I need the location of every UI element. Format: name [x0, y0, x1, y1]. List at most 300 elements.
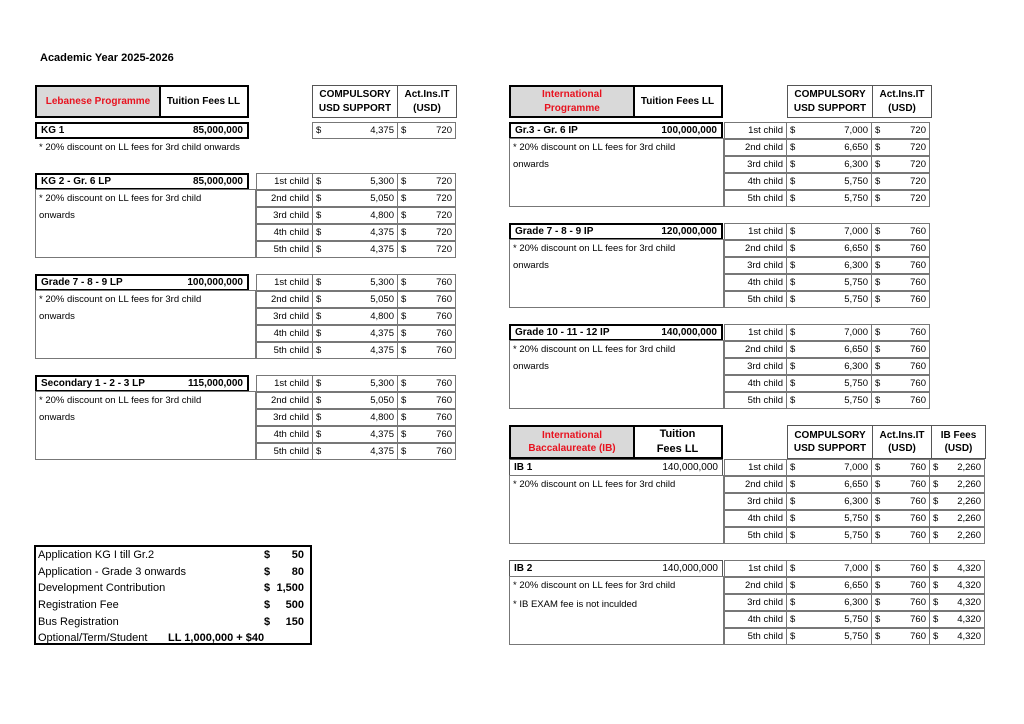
child-row — [725, 157, 930, 174]
child-label: 3rd child — [747, 361, 783, 372]
leb-group-1-note1: * 20% discount on LL fees for 3rd child — [39, 294, 202, 305]
dollar-sign: $ — [790, 327, 796, 338]
amount-value: 4,320 — [957, 580, 981, 591]
ib1-group-grade-row — [509, 459, 723, 476]
dollar-sign: $ — [875, 125, 881, 136]
amount-value: 2,260 — [957, 496, 981, 507]
int-group-0-note2: onwards — [513, 159, 549, 170]
dollar-sign: $ — [316, 412, 322, 423]
amount-value: 4,800 — [370, 412, 394, 423]
amount-value: 5,300 — [370, 176, 394, 187]
dollar-sign: $ — [875, 277, 881, 288]
amount-value: 6,300 — [844, 496, 868, 507]
amount-value: 760 — [910, 597, 926, 608]
leb-group-2-grade-row — [35, 375, 249, 392]
child-row — [257, 292, 456, 309]
additional-fees-summary — [34, 545, 312, 645]
amount-value: 6,650 — [844, 344, 868, 355]
leb-group-1-name: Grade 7 - 8 - 9 LP — [41, 277, 123, 288]
dollar-sign: $ — [875, 631, 881, 642]
dollar-sign: $ — [316, 328, 322, 339]
dollar-sign: $ — [401, 294, 407, 305]
int-group-0-fee: 100,000,000 — [661, 125, 717, 136]
dollar-sign: $ — [316, 176, 322, 187]
dollar-sign: $ — [316, 193, 322, 204]
lebanese-programme-header — [35, 85, 161, 118]
amount-value: 760 — [436, 294, 452, 305]
dollar-sign: $ — [316, 378, 322, 389]
child-label: 4th child — [747, 614, 783, 625]
dollar-sign: $ — [401, 429, 407, 440]
child-row — [725, 140, 930, 157]
int-group-2-fee: 140,000,000 — [661, 327, 717, 338]
ib2-group-fee: 140,000,000 — [662, 563, 718, 574]
summary-label: Application KG I till Gr.2 — [38, 549, 155, 562]
summary-amount: 50 — [291, 549, 304, 562]
child-label: 3rd child — [747, 260, 783, 271]
dollar-sign: $ — [790, 614, 796, 625]
amount-value: 760 — [910, 378, 926, 389]
international-act-header: Act.Ins.IT (USD) — [872, 85, 932, 118]
dollar-sign: $ — [875, 496, 881, 507]
optional-label: Optional/Term/Student — [38, 632, 148, 645]
dollar-sign: $ — [875, 243, 881, 254]
child-label: 4th child — [747, 176, 783, 187]
amount-value: 5,750 — [844, 378, 868, 389]
amount-value: 2,260 — [957, 513, 981, 524]
kg1-fee: 85,000,000 — [192, 125, 243, 136]
child-label: 1st child — [748, 327, 783, 338]
lebanese-act-header: Act.Ins.IT (USD) — [397, 85, 457, 118]
summary-row — [38, 597, 308, 614]
dollar-sign: $ — [790, 226, 796, 237]
amount-value: 720 — [436, 244, 452, 255]
summary-row — [38, 580, 308, 597]
leb-group-1-note2: onwards — [39, 311, 75, 322]
dollar-sign: $ — [875, 513, 881, 524]
child-label: 3rd child — [273, 311, 309, 322]
dollar-sign: $ — [401, 446, 407, 457]
dollar-sign: $ — [790, 260, 796, 271]
amount-value: 760 — [910, 563, 926, 574]
ib2-group-grade-row — [509, 560, 723, 577]
child-label: 2nd child — [744, 243, 783, 254]
dollar-sign: $ — [316, 395, 322, 406]
amount-value: 760 — [910, 479, 926, 490]
amount-value: 6,300 — [844, 159, 868, 170]
child-row — [725, 224, 930, 241]
amount-value: 760 — [910, 361, 926, 372]
child-row — [725, 174, 930, 191]
dollar-sign: $ — [790, 580, 796, 591]
dollar-sign: $ — [875, 614, 881, 625]
amount-value: 5,300 — [370, 277, 394, 288]
int-group-0-grade-row — [509, 122, 723, 139]
dollar-sign: $ — [933, 496, 939, 507]
leb-group-0-note1: * 20% discount on LL fees for 3rd child — [39, 193, 202, 204]
child-label: 1st child — [748, 226, 783, 237]
ib2-group-name: IB 2 — [514, 563, 533, 574]
amount-value: 760 — [910, 344, 926, 355]
dollar-sign: $ — [790, 176, 796, 187]
dollar-sign: $ — [875, 344, 881, 355]
summary-amount: 150 — [285, 615, 304, 628]
dollar-sign: $ — [790, 159, 796, 170]
child-row — [725, 460, 985, 477]
dollar-sign: $ — [933, 479, 939, 490]
dollar-sign: $ — [875, 361, 881, 372]
amount-value: 760 — [910, 395, 926, 406]
child-label: 4th child — [273, 227, 309, 238]
child-row — [725, 528, 985, 545]
dollar-sign: $ — [790, 513, 796, 524]
ib1-group-fee: 140,000,000 — [662, 462, 718, 473]
amount-value: 720 — [910, 159, 926, 170]
child-row — [725, 275, 930, 292]
child-label: 1st child — [748, 563, 783, 574]
int-group-0-name: Gr.3 - Gr. 6 IP — [515, 125, 578, 136]
kg1-grade-row — [35, 122, 249, 139]
ib-act-header: Act.Ins.IT (USD) — [872, 425, 932, 459]
amount-value: 2,260 — [957, 462, 981, 473]
amount-value: 760 — [436, 311, 452, 322]
dollar-sign: $ — [790, 395, 796, 406]
dollar-sign: $ — [790, 243, 796, 254]
child-label: 5th child — [747, 294, 783, 305]
amount-value: 4,800 — [370, 311, 394, 322]
dollar-sign: $ — [401, 244, 407, 255]
child-row — [725, 511, 985, 528]
amount-value: 5,750 — [844, 193, 868, 204]
child-row — [725, 629, 985, 646]
amount-value: 5,750 — [844, 631, 868, 642]
int-group-2-name: Grade 10 - 11 - 12 IP — [515, 327, 610, 338]
amount-value: 5,300 — [370, 378, 394, 389]
optional-amount: LL 1,000,000 + $40 — [168, 632, 265, 645]
child-row — [725, 258, 930, 275]
amount-value: 5,750 — [844, 176, 868, 187]
amount-value: 760 — [910, 327, 926, 338]
amount-value: 5,750 — [844, 294, 868, 305]
amount-value: 760 — [910, 294, 926, 305]
child-row — [725, 477, 985, 494]
amount-value: 760 — [910, 580, 926, 591]
dollar-sign: $ — [316, 210, 322, 221]
amount-value: 6,650 — [844, 479, 868, 490]
dollar-sign: $ — [933, 513, 939, 524]
amount-value: 760 — [910, 462, 926, 473]
kg1-name: KG 1 — [41, 125, 65, 136]
dollar-sign: $ — [401, 395, 407, 406]
amount-value: 2,260 — [957, 530, 981, 541]
child-row — [257, 376, 456, 393]
child-row — [725, 376, 930, 393]
amount-value: 4,320 — [957, 614, 981, 625]
int-group-0-note1: * 20% discount on LL fees for 3rd child — [513, 142, 676, 153]
child-label: 2nd child — [744, 580, 783, 591]
amount-value: 6,300 — [844, 597, 868, 608]
summary-amount: 500 — [285, 599, 304, 612]
amount-value: 720 — [436, 193, 452, 204]
dollar-sign: $ — [401, 193, 407, 204]
ib2-group-note1: * 20% discount on LL fees for 3rd child — [513, 580, 676, 591]
amount-value: 4,375 — [370, 244, 394, 255]
dollar-sign: $ — [790, 530, 796, 541]
leb-group-2-note2: onwards — [39, 412, 75, 423]
child-row — [725, 561, 985, 578]
amount-value: 760 — [910, 260, 926, 271]
summary-label: Bus Registration — [38, 615, 119, 628]
child-row — [725, 191, 930, 208]
ib-compulsory-header: COMPULSORY USD SUPPORT — [787, 425, 873, 459]
amount-value: 4,375 — [370, 328, 394, 339]
amount-value: 760 — [910, 277, 926, 288]
child-label: 2nd child — [270, 294, 309, 305]
child-row — [725, 123, 930, 140]
amount-value: 7,000 — [844, 563, 868, 574]
dollar-sign: $ — [933, 631, 939, 642]
dollar-sign: $ — [875, 176, 881, 187]
optional-row — [38, 630, 308, 647]
child-label: 5th child — [747, 395, 783, 406]
summary-label: Application - Grade 3 onwards — [38, 565, 186, 578]
child-row — [257, 410, 456, 427]
international-fees-header: Tuition Fees LL — [634, 85, 723, 118]
dollar-sign: $ — [875, 378, 881, 389]
summary-row — [38, 564, 308, 581]
dollar-sign: $ — [875, 563, 881, 574]
child-row — [257, 174, 456, 191]
summary-cur: $ — [264, 582, 271, 595]
amount-value: 5,750 — [844, 513, 868, 524]
amount-value: 720 — [910, 176, 926, 187]
child-row — [725, 494, 985, 511]
dollar-sign: $ — [875, 530, 881, 541]
dollar-sign: $ — [316, 446, 322, 457]
amount-value: 760 — [436, 446, 452, 457]
dollar-sign: $ — [875, 226, 881, 237]
dollar-sign: $ — [933, 597, 939, 608]
child-label: 1st child — [748, 125, 783, 136]
leb-group-2-name: Secondary 1 - 2 - 3 LP — [41, 378, 145, 389]
international-programme-header: International Programme — [509, 85, 635, 118]
child-row — [257, 191, 456, 208]
int-group-1-note1: * 20% discount on LL fees for 3rd child — [513, 243, 676, 254]
amount-value: 760 — [910, 614, 926, 625]
child-row — [725, 241, 930, 258]
amount-value: 760 — [436, 277, 452, 288]
child-label: 5th child — [273, 446, 309, 457]
ib-programme-header: International Baccalaureate (IB) — [509, 425, 635, 459]
dollar-sign: $ — [316, 244, 322, 255]
child-label: 2nd child — [744, 142, 783, 153]
leb-group-1-grade-row — [35, 274, 249, 291]
int-group-2-note2: onwards — [513, 361, 549, 372]
dollar-sign: $ — [875, 580, 881, 591]
dollar-sign: $ — [401, 227, 407, 238]
int-group-2-note1: * 20% discount on LL fees for 3rd child — [513, 344, 676, 355]
dollar-sign: $ — [316, 311, 322, 322]
dollar-sign: $ — [790, 344, 796, 355]
leb-group-0-note2: onwards — [39, 210, 75, 221]
int-group-1-note2: onwards — [513, 260, 549, 271]
child-label: 2nd child — [744, 479, 783, 490]
amount-value: 5,050 — [370, 193, 394, 204]
dollar-sign: $ — [875, 462, 881, 473]
child-label: 5th child — [747, 193, 783, 204]
child-label: 1st child — [274, 277, 309, 288]
int-group-1-fee: 120,000,000 — [661, 226, 717, 237]
leb-group-2-note1: * 20% discount on LL fees for 3rd child — [39, 395, 202, 406]
dollar-sign: $ — [933, 530, 939, 541]
amount-value: 5,750 — [844, 614, 868, 625]
summary-row — [38, 547, 308, 564]
dollar-sign: $ — [933, 462, 939, 473]
dollar-sign: $ — [316, 429, 322, 440]
child-label: 2nd child — [270, 193, 309, 204]
child-label: 1st child — [274, 378, 309, 389]
summary-row — [38, 613, 308, 630]
amount-value: 4,320 — [957, 563, 981, 574]
amount-value: 4,375 — [370, 446, 394, 457]
amount-value: 5,750 — [844, 530, 868, 541]
dollar-sign: $ — [316, 294, 322, 305]
int-group-1-grade-row — [509, 223, 723, 240]
amount-value: 760 — [910, 513, 926, 524]
dollar-sign: $ — [875, 193, 881, 204]
leb-group-2-fee: 115,000,000 — [187, 378, 243, 389]
dollar-sign: $ — [875, 294, 881, 305]
child-label: 5th child — [273, 345, 309, 356]
int-group-2-grade-row — [509, 324, 723, 341]
lebanese-fees-header: Tuition Fees LL — [160, 85, 249, 118]
leb-group-0-name: KG 2 - Gr. 6 LP — [41, 176, 112, 187]
amount-value: 5,750 — [844, 395, 868, 406]
academic-year-title: Academic Year 2025-2026 — [40, 52, 174, 64]
dollar-sign: $ — [316, 277, 322, 288]
summary-cur: $ — [264, 599, 271, 612]
summary-cur: $ — [264, 615, 271, 628]
child-label: 5th child — [747, 631, 783, 642]
amount-value: 7,000 — [844, 462, 868, 473]
dollar-sign: $ — [790, 597, 796, 608]
child-row — [257, 326, 456, 343]
dollar-sign: $ — [933, 563, 939, 574]
international-compulsory-header: COMPULSORY USD SUPPORT — [787, 85, 873, 118]
child-row — [257, 393, 456, 410]
dollar-sign: $ — [933, 614, 939, 625]
amount-value: 760 — [910, 631, 926, 642]
child-row — [725, 612, 985, 629]
amount-value: 6,300 — [844, 361, 868, 372]
child-row — [257, 427, 456, 444]
dollar-sign: $ — [933, 580, 939, 591]
ib-fees-usd-header: IB Fees (USD) — [931, 425, 986, 459]
amount-value: 720 — [436, 210, 452, 221]
child-label: 2nd child — [744, 344, 783, 355]
child-label: 4th child — [273, 328, 309, 339]
amount-value: 5,050 — [370, 294, 394, 305]
amount-value: 760 — [436, 412, 452, 423]
child-label: 5th child — [273, 244, 309, 255]
dollar-sign: $ — [875, 159, 881, 170]
kg1-discount-note: * 20% discount on LL fees for 3rd child onwards — [39, 142, 240, 153]
child-label: 4th child — [747, 277, 783, 288]
dollar-sign: $ — [401, 345, 407, 356]
dollar-sign: $ — [790, 479, 796, 490]
dollar-sign: $ — [790, 631, 796, 642]
leb-group-0-grade-row — [35, 173, 249, 190]
child-label: 4th child — [273, 429, 309, 440]
amount-value: 4,375 — [370, 429, 394, 440]
dollar-sign: $ — [790, 193, 796, 204]
dollar-sign: $ — [401, 176, 407, 187]
amount-value: 2,260 — [957, 479, 981, 490]
dollar-sign: $ — [790, 563, 796, 574]
child-row — [257, 343, 456, 360]
dollar-sign: $ — [401, 210, 407, 221]
dollar-sign: $ — [875, 142, 881, 153]
child-row — [725, 325, 930, 342]
child-label: 2nd child — [270, 395, 309, 406]
amount-value: 760 — [910, 530, 926, 541]
amount-value: 5,750 — [844, 277, 868, 288]
amount-value: 4,320 — [957, 597, 981, 608]
dollar-sign: $ — [401, 311, 407, 322]
ib1-group-name: IB 1 — [514, 462, 533, 473]
leb-group-1-fee: 100,000,000 — [187, 277, 243, 288]
dollar-sign: $ — [875, 327, 881, 338]
dollar-sign: $ — [401, 412, 407, 423]
amount-value: 760 — [436, 328, 452, 339]
amount-value: 7,000 — [844, 226, 868, 237]
amount-value: 760 — [436, 345, 452, 356]
child-row — [725, 359, 930, 376]
amount-value: 760 — [436, 395, 452, 406]
child-label: 3rd child — [747, 496, 783, 507]
dollar-sign: $ — [401, 277, 407, 288]
leb-group-0-fee: 85,000,000 — [192, 176, 243, 187]
amount-value: 720 — [436, 176, 452, 187]
child-label: 5th child — [747, 530, 783, 541]
amount-value: 6,300 — [844, 260, 868, 271]
summary-amount: 80 — [291, 565, 304, 578]
dollar-sign: $ — [790, 277, 796, 288]
dollar-sign: $ — [790, 142, 796, 153]
dollar-sign: $ — [875, 395, 881, 406]
dollar-sign: $ — [401, 328, 407, 339]
child-row — [257, 275, 456, 292]
amount-value: 720 — [910, 125, 926, 136]
amount-value: 5,050 — [370, 395, 394, 406]
summary-label: Development Contribution — [38, 582, 166, 595]
amount-value: 6,650 — [844, 142, 868, 153]
child-row — [257, 309, 456, 326]
amount-value: 760 — [910, 496, 926, 507]
amount-value: 7,000 — [844, 125, 868, 136]
lebanese-programme-label: Lebanese Programme — [45, 95, 151, 107]
child-row — [257, 444, 456, 461]
dollar-sign: $ — [790, 125, 796, 136]
child-label: 3rd child — [273, 412, 309, 423]
dollar-sign: $ — [401, 378, 407, 389]
child-row — [725, 292, 930, 309]
dollar-sign: $ — [875, 479, 881, 490]
child-row — [257, 242, 456, 259]
dollar-sign: $ — [316, 227, 322, 238]
amount-value: 6,650 — [844, 243, 868, 254]
lebanese-compulsory-header: COMPULSORY USD SUPPORT — [312, 85, 398, 118]
